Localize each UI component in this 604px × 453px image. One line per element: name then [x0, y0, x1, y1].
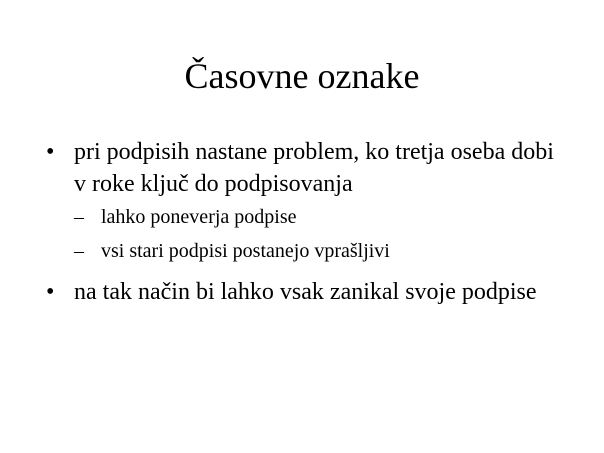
sub-bullet-marker: –: [74, 206, 84, 228]
sub-bullet-text: vsi stari podpisi postanejo vprašljivi: [101, 240, 390, 262]
sub-bullet-item: [74, 204, 554, 230]
bullet-item: [46, 276, 566, 308]
bullet-text: pri podpisih nastane problem, ko tretja oseba dobi v roke ključ do podpisovanja: [74, 139, 554, 197]
bullet-item: [46, 136, 566, 200]
bullet-text: na tak način bi lahko vsak zanikal svoje podpise: [74, 279, 537, 305]
bullet-marker: •: [46, 279, 55, 305]
slide-title: Časovne oznake: [184, 56, 420, 96]
sub-bullet-text: lahko poneverja podpise: [101, 206, 297, 228]
sub-bullet-item: [74, 238, 554, 264]
bullet-marker: •: [46, 139, 55, 165]
sub-bullet-marker: –: [74, 240, 84, 262]
